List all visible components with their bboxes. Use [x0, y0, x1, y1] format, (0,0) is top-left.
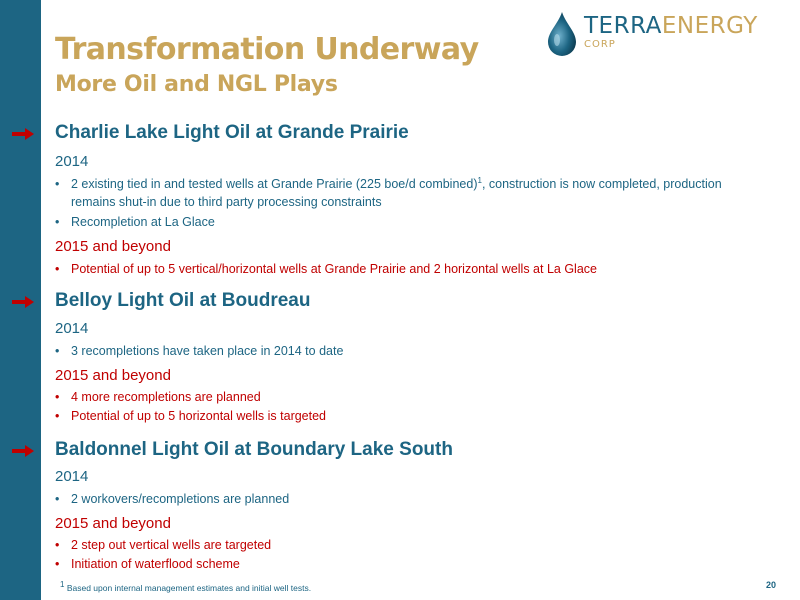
arrow-right-icon — [12, 445, 34, 457]
footnote: $^1$ Based upon internal management estimates and initial well tests. — [60, 580, 312, 593]
list-item: • 3 recompletions have taken place in 2014 to date — [55, 344, 344, 358]
section-year-label: 2014 — [55, 153, 89, 170]
section-future-label: 2015 and beyond — [55, 367, 171, 384]
section-title: Baldonnel Light Oil at Boundary Lake South — [55, 439, 453, 460]
list-item: • 2 existing tied in and tested wells at Grande Prairie (225 boe/d combined)$^1$, construction is now completed, production remains shut-in due to third party processing constraints — [55, 175, 722, 209]
section-title: Belloy Light Oil at Boudreau — [55, 290, 311, 311]
section-title: Charlie Lake Light Oil at Grande Prairie — [55, 122, 409, 143]
page-number: 20 — [766, 580, 777, 590]
page-title: Transformation Underway — [55, 32, 479, 67]
list-item: • Initiation of waterflood scheme — [55, 557, 240, 571]
list-item: • 4 more recompletions are planned — [55, 390, 261, 404]
oil-drop-icon — [544, 10, 580, 58]
logo-corp: CORP — [584, 39, 616, 50]
logo-energy: ENERGY — [661, 13, 758, 39]
list-item: • Potential of up to 5 vertical/horizontal wells at Grande Prairie and 2 horizontal wells at La Glace — [55, 262, 597, 276]
section-future-label: 2015 and beyond — [55, 515, 171, 532]
section-future-label: 2015 and beyond — [55, 238, 171, 255]
company-logo — [544, 8, 784, 60]
page-subtitle: More Oil and NGL Plays — [55, 72, 338, 97]
section-year-label: 2014 — [55, 468, 89, 485]
list-item: • 2 workovers/recompletions are planned — [55, 492, 290, 506]
logo-wordmark — [584, 13, 758, 39]
list-item: • Recompletion at La Glace — [55, 215, 215, 229]
list-item: • Potential of up to 5 horizontal wells is targeted — [55, 409, 327, 423]
list-item: • 2 step out vertical wells are targeted — [55, 538, 272, 552]
section-year-label: 2014 — [55, 320, 89, 337]
logo-terra: TERRA — [584, 13, 662, 39]
arrow-right-icon — [12, 296, 34, 308]
arrow-right-icon — [12, 128, 34, 140]
